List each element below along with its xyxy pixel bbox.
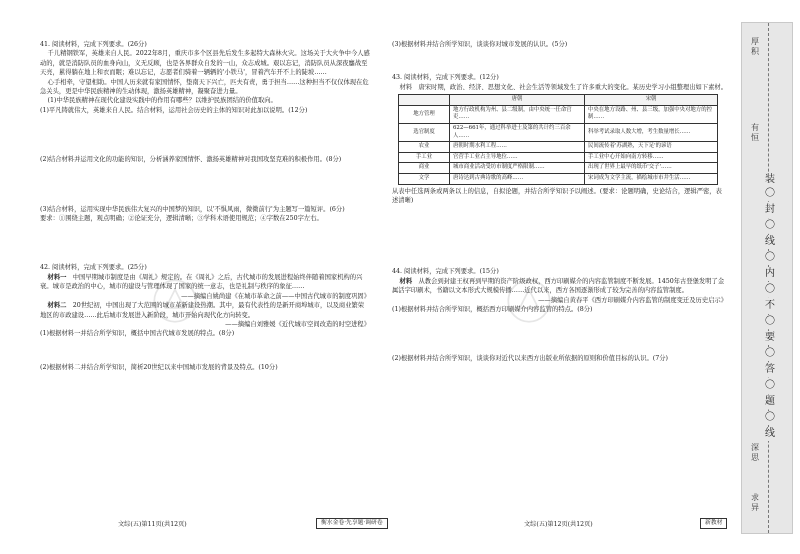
table-row: [399, 105, 718, 123]
table-cell: 622—661年，通过科举进士及第的共计约三百余人……: [450, 124, 585, 142]
q43-intro: 材料 唐宋时期，政治、经济、思想文化、社会生活等领域发生了许多重大的变化。某历史学习小组整理出如下素材。: [399, 83, 727, 91]
emblem-watermark-icon: [152, 278, 198, 324]
left-column: [40, 40, 370, 372]
table-cell-category: 文学: [399, 173, 450, 184]
table-cell-category: 农业: [399, 142, 450, 153]
table-cell: 宋词成为文学主流，描绘城市市井生活……: [585, 173, 718, 184]
seal-line-char: 答: [762, 363, 778, 377]
q42-source-2: ——摘编自刘雅媛《近代城市空间改造的时空进程》: [225, 320, 370, 328]
right-column: [392, 40, 727, 364]
table-cell: 出现了世界上最早的纸币'交子'……: [585, 163, 718, 174]
table-cell: 唐诗达到古典诗歌的高峰……: [450, 173, 585, 184]
q42-material-1-label: 材料一: [47, 273, 67, 281]
table-row: [399, 152, 718, 163]
seal-line-char: 线: [762, 235, 778, 249]
table-cell: 民间流传着'苏湖熟，天下足'的谚语: [585, 142, 718, 153]
seal-line-char: 封: [762, 203, 778, 217]
footer-page-right: 文综(五)第12页(共12页): [524, 521, 593, 528]
answer-space[interactable]: [40, 339, 370, 363]
q41-material-para-1: 千儿精钢铁军，英雄来自人民。2022年8月，重庆市多个区县先后发生多起特大森林火灾。这场关于大火争中今人感动的，就是消防队员的血身向山，义无反顾，也是各界群众自发的一山，众志成城。艰以忘记，消防队员从深夜鏖战至天亮，累得躺在地上和衣而眠；难以忘记，志愿者们骑着一辆辆的'小铁马'，冒着汽车开不上的陡坡……: [40, 50, 370, 77]
question-41-title: 41. 阅读材料，完成下列要求。(26分): [40, 41, 147, 48]
history-table: [398, 94, 718, 184]
table-cell: 科举考试录取人数大增，考生数量增长……: [585, 124, 718, 142]
q42-material-2: 20世纪初，中国出现了大范围的城市革新建设热潮。其中，最有代表性的是新开商埠城市，以及商业繁荣地区的市政建设……此后城市发展进入新阶段，城市开始向现代化方向转变。: [40, 302, 365, 319]
question-43-title: 43. 阅读材料，完成下列要求。(12分): [392, 74, 499, 82]
table-row: [399, 124, 718, 142]
table-cell: 中央在地方设路、州、县三级，加强中央对地方的控制……: [585, 105, 718, 123]
seal-line-char: 不: [762, 299, 778, 313]
seal-line-char: 〇: [762, 315, 778, 329]
question-44-title: 44. 阅读材料，完成下列要求。(15分): [392, 268, 499, 276]
footer-page-left: 文综(五)第11页(共12页): [118, 521, 187, 528]
q44-material-label: 材料: [399, 277, 413, 285]
q42-material-2-label: 材料二: [47, 302, 67, 310]
table-cell-category: 地方管理: [399, 105, 450, 123]
table-header-row: [399, 95, 718, 106]
question-42-title: 42. 阅读材料，完成下列要求。(25分): [40, 264, 147, 272]
motto-word: 有恒: [751, 123, 759, 142]
answer-space[interactable]: [392, 49, 727, 73]
table-row: [399, 142, 718, 153]
table-cell: 地方行政机构为州、县二级制，由中央统一任命官吏……: [450, 105, 585, 123]
seal-line-char: 题: [762, 395, 778, 409]
table-header-cell: [399, 95, 450, 106]
q42-material-1: 中国早期城市制度是由《周礼》规定的。在《周礼》之后，古代城市的发展进程始终伴随着国家机构的兴衰。城市是政治的中心，城市的建设与管理体现了国家的统一意志，也是礼制与秩序的象征……: [40, 273, 363, 291]
table-cell: 唐朝时期水利工程……: [450, 142, 585, 153]
seal-line-char: 〇: [762, 379, 778, 393]
table-cell-category: 商业: [399, 163, 450, 174]
emblem-watermark-icon: [506, 278, 552, 324]
binding-margin-strip: [741, 22, 793, 534]
answer-space[interactable]: [40, 115, 370, 155]
answer-space[interactable]: [40, 165, 370, 205]
q44-subquestion-2: (2)根据材料并结合所学知识，谈谈你对近代以来西方出版业所依据的原则和价值目标的认识。(7分): [392, 355, 669, 363]
table-row: [399, 163, 718, 174]
seal-line-char: 〇: [762, 283, 778, 297]
motto-word: 深思: [751, 443, 759, 462]
seal-line-char: 〇: [762, 219, 778, 233]
q42-source-1: ——摘编自姚尚建《在城市革命之前——中国古代城市的制度巩固》: [181, 292, 370, 300]
q42-subquestion-2: (2)根据材料二并结合所学知识，简析20世纪以来中国城市发展的背景及特点。(10分): [40, 363, 278, 371]
q43-task: 从表中任选两条或两条以上的信息，自拟论题，并结合所学知识予以阐述。(要求：论题明确，史论结合，逻辑严密，表述清晰): [392, 187, 722, 204]
q41-subquestion-1: (1)平凡铸就伟大，英雄来自人民。结合材料，运用社会历史的主体的知识对此加以说明。(12分): [40, 106, 308, 114]
q42-subquestion-3: (3)根据材料并结合所学知识，谈谈你对城市发展的认识。(5分): [392, 41, 568, 48]
q42-subquestion-1: (1)根据材料一并结合所学知识，概括中国古代城市发展的特点。(8分): [40, 330, 235, 338]
motto-word: 求异: [751, 493, 759, 512]
seal-line-char: 线: [762, 427, 778, 441]
table-cell-category: 选官制度: [399, 124, 450, 142]
seal-line-char: 〇: [762, 411, 778, 425]
table-header-cell: 宋朝: [585, 95, 718, 106]
answer-space[interactable]: [40, 223, 370, 263]
q41-requirements: 要求：①围绕主题，观点明确；②论证充分，逻辑清晰；③学科术语使用规范；④字数在250字左右。: [40, 215, 323, 223]
motto-word: 厚积: [751, 37, 759, 56]
q41-material-para-2: 心手相牵，守望相助。中国人历来就有家国情怀，垫南天下兴亡，匹夫有责，勇于担当……这种担当不仅仅体现在危急关头，更是中华民族精神的生动体现，激扬英雄精神，凝聚奋进力量。: [40, 78, 369, 96]
q44-material: 从教会到封建王权再到早期的资产阶级政权，西方印刷媒介的内容监管制度不断发展。1450年古登堡发明了金属活字印刷术，书籍以文本形式大规模传播……近代以来，西方各国逐渐形成了较为完善的内容监管制度。: [392, 277, 725, 295]
table-cell: 官营手工业占主导地位……: [450, 152, 585, 163]
answer-space[interactable]: [392, 205, 727, 267]
table-cell: 手工业中心开始向南方转移……: [585, 152, 718, 163]
footer-brand-badge: 新教材: [700, 518, 727, 529]
seal-line-char: 装: [762, 173, 778, 187]
table-cell: 城市商业活动受坊市制度严格限制……: [450, 163, 585, 174]
q41-material-para-3: (1)中华民族精神在现代化建设实践中的作用有哪些？以维护民族团结的价值取向。: [47, 97, 277, 105]
table-cell-category: 手工业: [399, 152, 450, 163]
q41-subquestion-2: (2)结合材料并运用文化的功能的知识，分析涵养家国情怀、激扬英雄精神对我国攻坚克难的积极作用。(8分): [40, 156, 342, 164]
q44-subquestion-1: (1)根据材料并结合所学知识，概括西方印刷媒介内容监管的特点。(8分): [392, 306, 593, 313]
answer-space[interactable]: [392, 314, 727, 354]
q41-subquestion-3: (3)结合材料，运用实现中华民族伟大复兴的中国梦的知识，以'不惧风雨，微微前行'为主题写一篇短评。(6分): [40, 205, 345, 213]
seal-line-char: 要: [762, 331, 778, 345]
footer-series-label: 衡水金卷·先享题·调研卷: [316, 518, 388, 529]
seal-line-char: 〇: [762, 251, 778, 265]
seal-line-char: 〇: [762, 187, 778, 201]
seal-line-char: 内: [762, 267, 778, 281]
table-header-cell: 唐朝: [450, 95, 585, 106]
q44-source: ——摘编自黄春平《西方印刷媒介内容监管的制度变迁及历史启示》: [538, 296, 727, 304]
table-row: [399, 173, 718, 184]
seal-line-char: 〇: [762, 347, 778, 361]
